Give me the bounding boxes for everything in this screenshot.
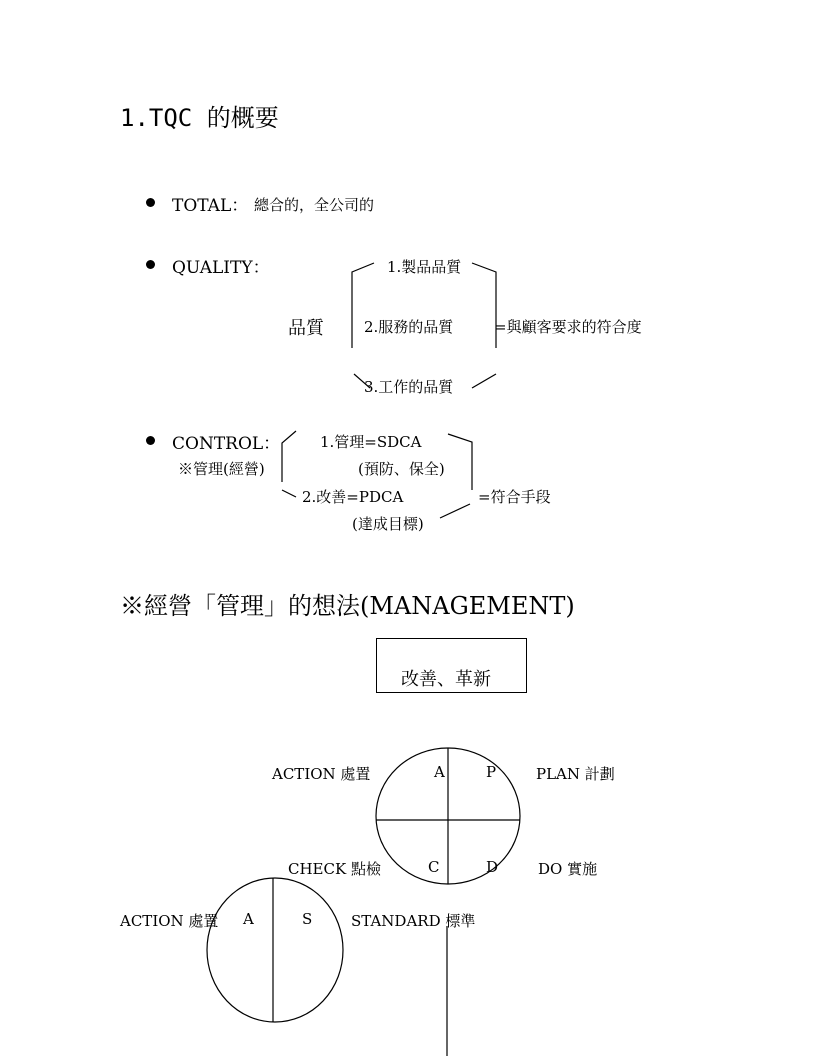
pdca-quadrant-c: C — [428, 858, 440, 876]
quality-result: =與顧客要求的符合度 — [494, 318, 642, 336]
section-title-tqc: 1.TQC 的概要 — [120, 104, 279, 132]
pdca-quadrant-a: A — [434, 763, 445, 781]
quality-bracket-bottom-right — [472, 374, 496, 388]
control-note: ※管理(經營) — [178, 460, 265, 478]
quality-item-3: 3.工作的品質 — [364, 378, 454, 396]
sdca-quadrant-s: S — [302, 910, 313, 928]
control-item-1: 1.管理=SDCA — [320, 433, 422, 451]
quality-bracket-left — [352, 263, 374, 348]
control-label: CONTROL： — [172, 434, 281, 454]
control-bracket-bottom-right — [440, 504, 470, 518]
section-title-management: ※經營「管理」的想法(MANAGEMENT) — [120, 592, 575, 620]
quality-bracket-right — [472, 263, 496, 348]
pdca-quadrant-p: P — [486, 763, 497, 781]
quality-bracket-bottom-left — [354, 374, 370, 388]
control-bracket-left — [282, 431, 296, 482]
control-bracket-bottom-left — [282, 490, 296, 497]
pdca-action-label: ACTION 處置 — [272, 765, 371, 783]
quality-label: QUALITY： — [172, 258, 270, 278]
total-text: 總合的，全公司的 — [254, 196, 375, 214]
control-item-2: 2.改善=PDCA — [302, 488, 404, 506]
pdca-check-label: CHECK 點檢 — [288, 860, 381, 878]
quality-item-2: 2.服務的品質 — [364, 318, 454, 336]
pdca-do-label: DO 實施 — [538, 860, 598, 878]
pdca-plan-label: PLAN 計劃 — [536, 765, 615, 783]
sdca-standard-label: STANDARD 標準 — [351, 912, 476, 930]
quality-item-1: 1.製品品質 — [387, 258, 462, 276]
control-item-2-sub: (達成目標) — [352, 515, 424, 533]
quality-center: 品質 — [288, 318, 324, 339]
sdca-action-label: ACTION 處置 — [120, 912, 219, 930]
control-bracket-right — [448, 434, 472, 490]
sdca-quadrant-a: A — [243, 910, 254, 928]
control-item-1-sub: (預防、保全) — [358, 460, 445, 478]
pdca-quadrant-d: D — [486, 858, 499, 876]
total-label: TOTAL： — [172, 196, 249, 216]
control-result: =符合手段 — [478, 488, 551, 506]
improvement-box-label: 改善、革新 — [401, 669, 491, 690]
sdca-circle — [207, 878, 343, 1022]
